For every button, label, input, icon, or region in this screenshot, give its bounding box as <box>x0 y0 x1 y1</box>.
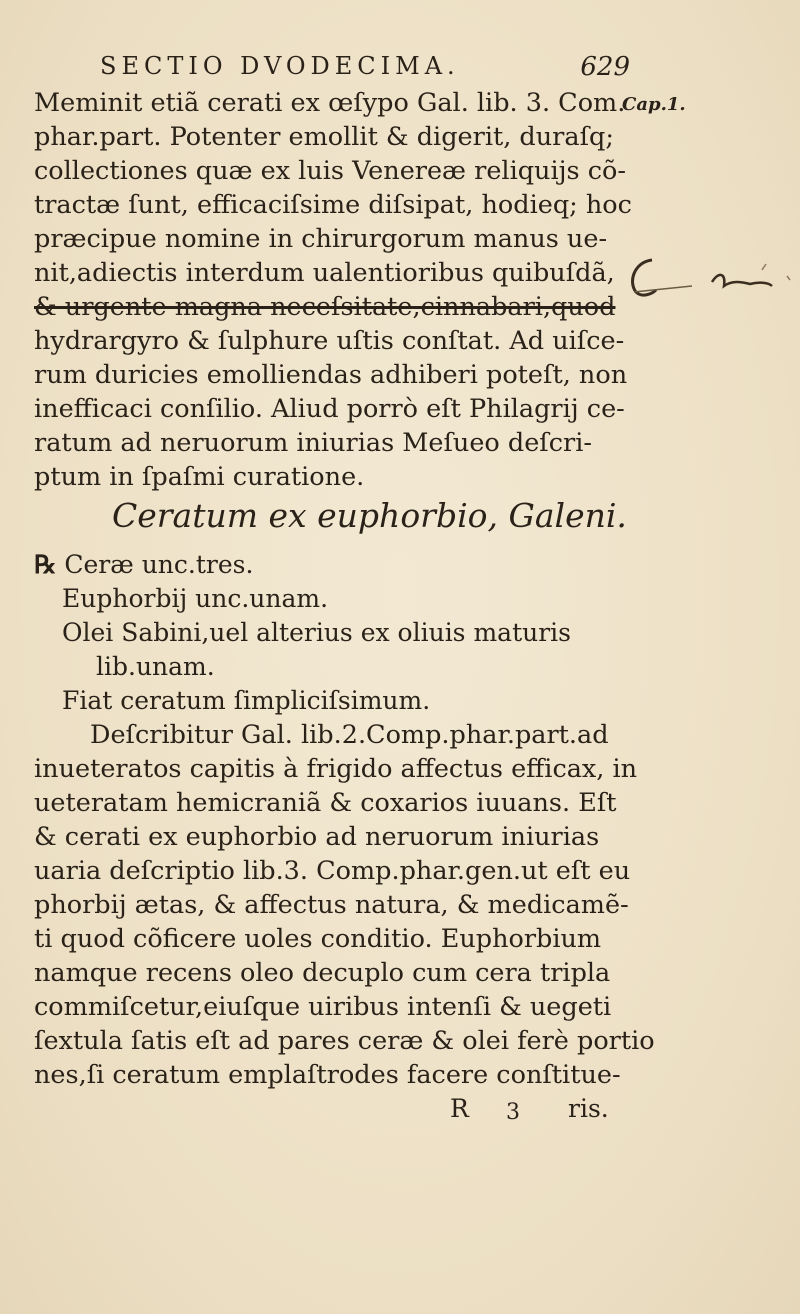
text-line: namque recens oleo decuplo cum cera tripla <box>34 958 611 988</box>
struck-text-line: hydrargyro & ſulphure uſtis conſtat. Ad uiſce- <box>34 326 625 356</box>
text-line: ptum in ſpaſmi curatione. <box>34 462 365 492</box>
text-line: præcipue nomine in chirurgorum manus ue- <box>34 224 608 254</box>
text-line: rum duricies emolliendas adhiberi poteſt, non <box>34 360 628 390</box>
ingredient: Fiat ceratum ſimpliciſsimum. <box>62 686 431 715</box>
page-number: 629 <box>580 52 630 82</box>
text-line: uaria deſcriptio lib.3. Comp.phar.gen.ut eſt eu <box>34 856 631 886</box>
handwritten-annotation <box>622 252 792 332</box>
text-line: Deſcribitur Gal. lib.2.Comp.phar.part.ad <box>90 720 609 750</box>
struck-text-line: & urgente magna neceſsitate,cinnabari,quod <box>34 292 616 322</box>
text-line: commiſcetur,eiuſque uiribus intenſi & uegeti <box>34 992 612 1022</box>
text-line: phorbij ætas, & affectus natura, & medicamẽ- <box>34 890 629 920</box>
rx-symbol: ℞ <box>34 550 57 579</box>
text-line: collectiones quæ ex luis Venereæ reliquijs cõ- <box>34 156 626 186</box>
catchword: ris. <box>568 1094 609 1123</box>
text-line: ratum ad neruorum iniurias Meſueo deſcri- <box>34 428 592 458</box>
text-line: & cerati ex euphorbio ad neruorum iniurias <box>34 822 600 852</box>
text-line: tractæ ſunt, efficaciſsime diſsipat, hodieq; hoc <box>34 190 632 220</box>
text-line: ti quod cõficere uoles conditio. Euphorbium <box>34 924 602 954</box>
recipe-title: Ceratum ex euphorbio, Galeni. <box>112 496 627 535</box>
text-line: nes,ſi ceratum emplaſtrodes facere conſtitue- <box>34 1060 621 1090</box>
ingredient: lib.unam. <box>96 652 215 681</box>
signature-mark: R <box>450 1094 469 1123</box>
text-line: Meminit etiã cerati ex œſypo Gal. lib. 3. Com. <box>34 88 626 118</box>
running-head: SECTIO DVODECIMA. <box>100 52 460 80</box>
text-line: ſextula ſatis eſt ad pares ceræ & olei ferè portio <box>34 1026 655 1056</box>
margin-note: Cap.1. <box>622 94 686 115</box>
ingredient: Olei Sabini,uel alterius ex oliuis maturis <box>62 618 571 647</box>
text-line: inefficaci conſilio. Aliud porrò eſt Philagrij ce- <box>34 394 625 424</box>
text-line: phar.part. Potenter emollit & digerit, duraſq; <box>34 122 614 152</box>
ingredient: Euphorbij unc.unam. <box>62 584 329 613</box>
text-line: nit,adiectis interdum ualentioribus quibuſdã, <box>34 258 615 288</box>
text-line: inueteratos capitis à frigido affectus efficax, in <box>34 754 638 784</box>
text-line: ueteratam hemicraniã & coxarios iuuans. Eſt <box>34 788 617 818</box>
ingredient: Ceræ unc.tres. <box>64 550 254 579</box>
recipe-first-line <box>34 548 253 582</box>
signature-number: 3 <box>506 1100 520 1125</box>
